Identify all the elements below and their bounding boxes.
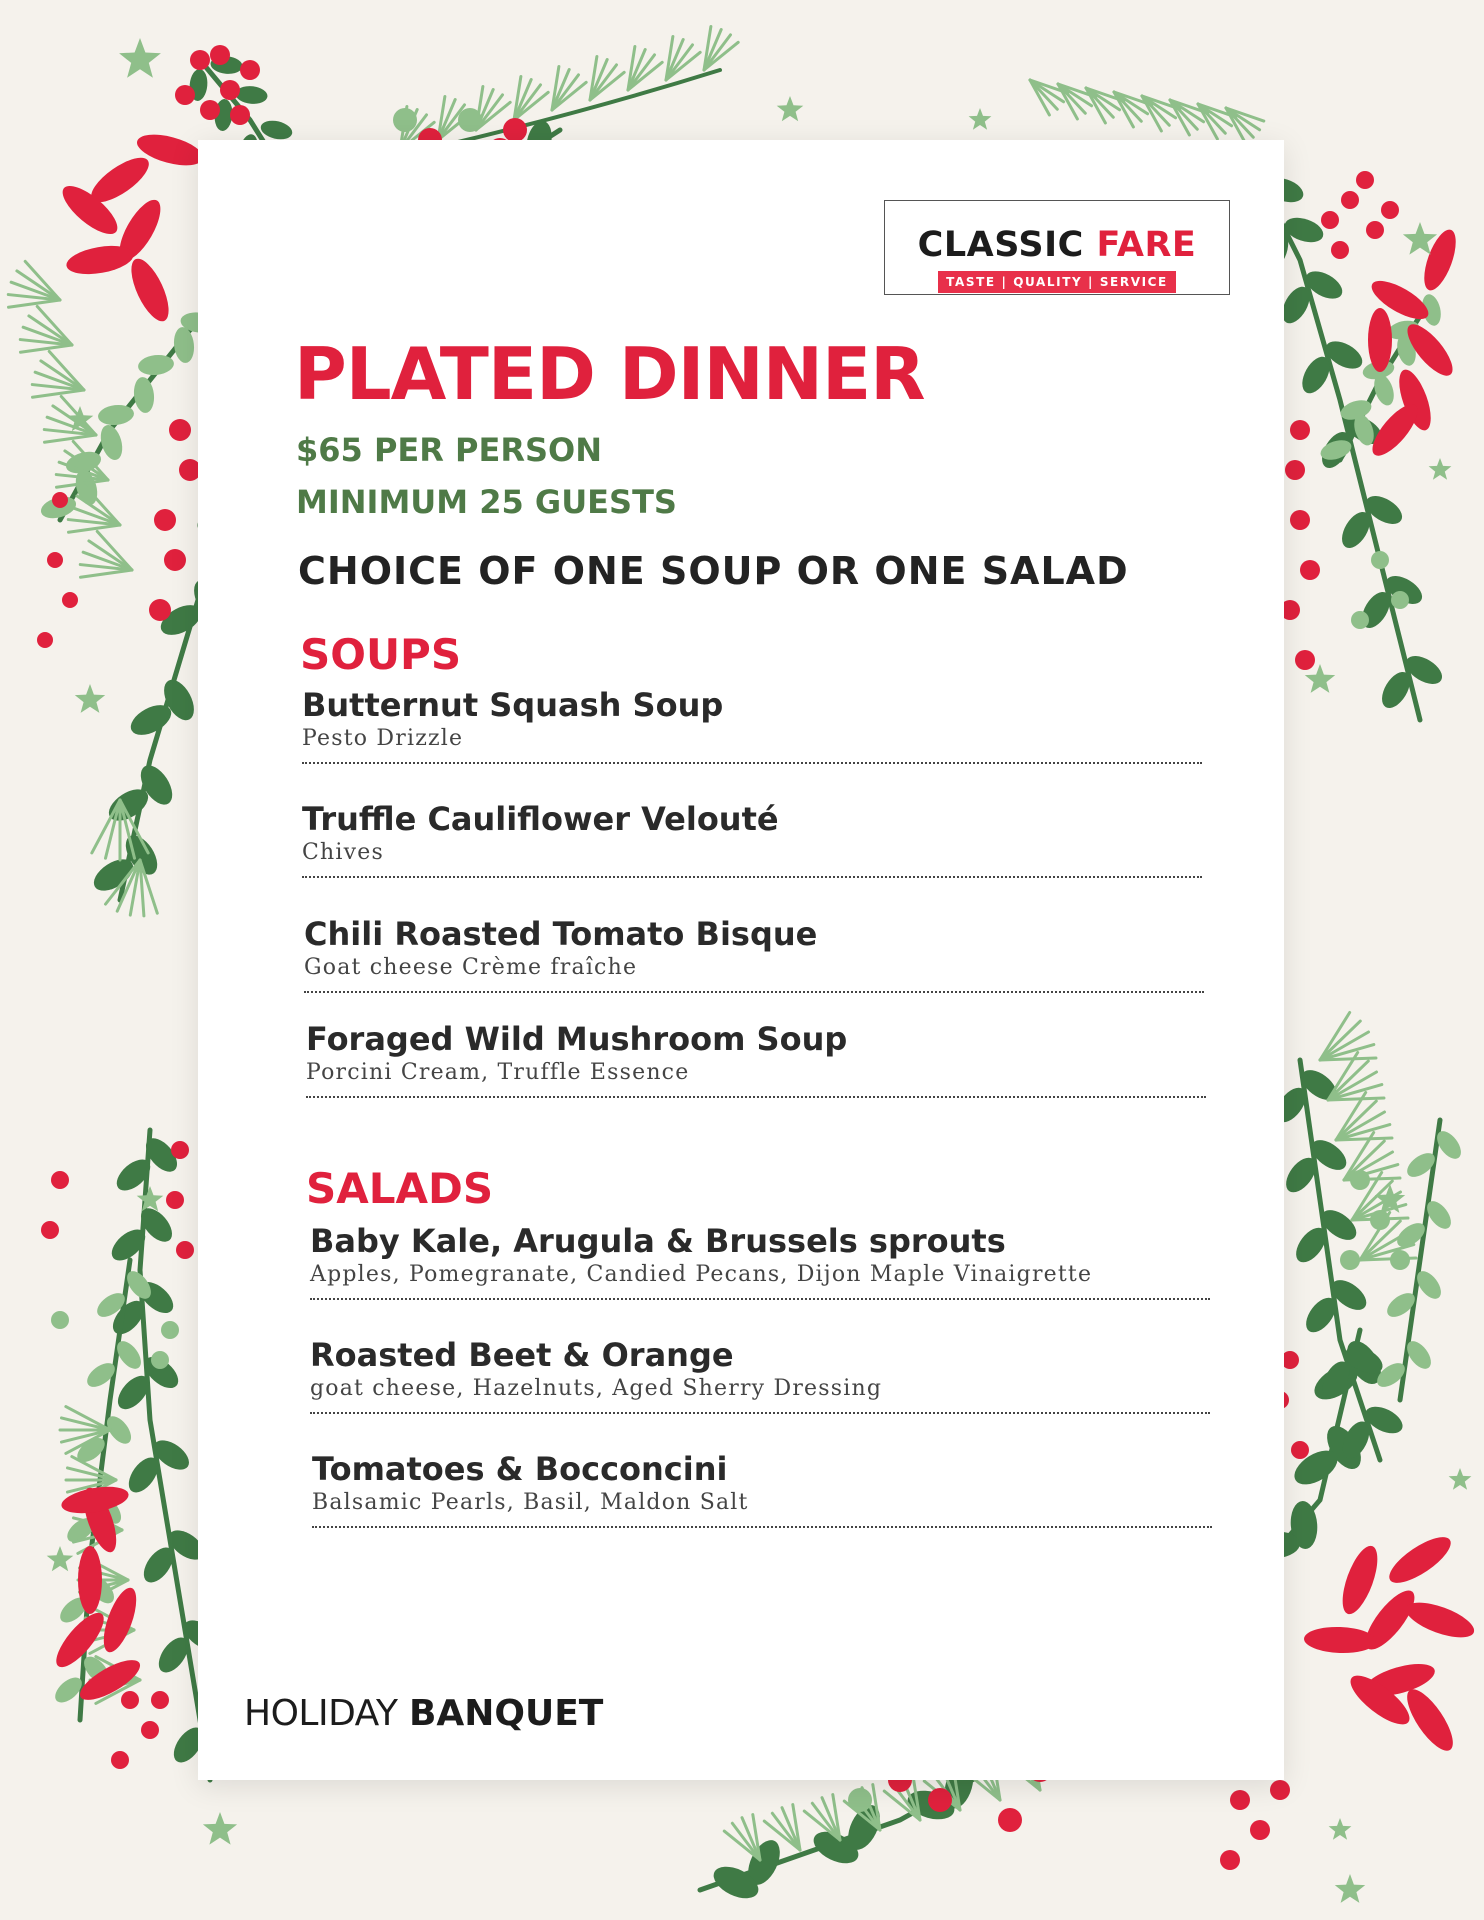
soup-item	[304, 915, 1204, 993]
berry	[52, 492, 68, 508]
berry	[121, 1691, 139, 1709]
soup-item-name: Butternut Squash Soup	[302, 686, 724, 724]
berry	[230, 105, 250, 125]
berry	[161, 1321, 179, 1339]
berry	[1371, 551, 1389, 569]
pine-needle	[1328, 1098, 1384, 1100]
soup-item	[302, 800, 1202, 878]
pine-needle	[9, 300, 60, 307]
berry	[1220, 1850, 1240, 1870]
pine-needle	[66, 1407, 110, 1430]
berry	[1300, 560, 1320, 580]
berry	[1366, 221, 1384, 239]
berry	[171, 1141, 189, 1159]
salad-item	[310, 1336, 1210, 1414]
berry	[1351, 611, 1369, 629]
berry	[848, 1788, 872, 1812]
berry	[928, 1788, 952, 1812]
menu-card	[198, 140, 1284, 1780]
berry	[1331, 241, 1349, 259]
leaf	[1304, 1626, 1377, 1654]
berry	[41, 1221, 59, 1239]
berry	[1381, 201, 1399, 219]
leaf	[1368, 308, 1392, 372]
soup-item-name: Foraged Wild Mushroom Soup	[306, 1020, 848, 1058]
berry	[503, 118, 527, 142]
berry	[169, 419, 191, 441]
brand-wordmark	[885, 225, 1229, 265]
berry	[200, 100, 220, 120]
berry	[154, 509, 176, 531]
pine-needle	[1320, 1058, 1376, 1060]
berry	[37, 632, 53, 648]
berry	[149, 599, 171, 621]
pine-needle	[1336, 1138, 1392, 1140]
berry	[175, 85, 195, 105]
berry	[458, 108, 482, 132]
berry	[1285, 460, 1305, 480]
leaf	[1383, 1529, 1457, 1591]
berry	[1356, 171, 1374, 189]
pine-needle	[81, 570, 132, 577]
berry	[1370, 1210, 1390, 1230]
pine-needle	[21, 345, 72, 352]
berry	[51, 1311, 69, 1329]
salad-item-description: Apples, Pomegranate, Candied Pecans, Dijon Maple Vinaigrette	[310, 1262, 1093, 1287]
soup-item-name: Truffle Cauliflower Velouté	[302, 800, 779, 838]
soup-item-description: Chives	[302, 840, 384, 865]
soup-item	[302, 686, 1202, 764]
pine-needle	[33, 390, 84, 397]
salad-item	[310, 1222, 1210, 1300]
berry	[220, 80, 240, 100]
soup-item-description: Goat cheese Crème fraîche	[304, 955, 638, 980]
berry	[240, 60, 260, 80]
leaf	[124, 254, 176, 327]
brand-name-classic: CLASSIC	[917, 225, 1084, 265]
leaf	[78, 1546, 102, 1614]
soup-item-description: Porcini Cream, Truffle Essence	[306, 1060, 690, 1085]
star	[47, 1546, 74, 1571]
berry	[47, 552, 63, 568]
pine-needle	[69, 525, 120, 532]
berry	[1270, 1780, 1290, 1800]
star	[137, 1186, 164, 1211]
pine-needle	[72, 1457, 116, 1480]
pine-needle	[61, 1418, 110, 1430]
pine-needle	[45, 435, 96, 442]
star	[1429, 458, 1452, 480]
salad-item-name: Tomatoes & Bocconcini	[312, 1450, 728, 1488]
leaf	[235, 85, 268, 105]
soups-heading: SOUPS	[300, 630, 462, 679]
star	[969, 108, 992, 130]
berry	[141, 1721, 159, 1739]
berry	[151, 1691, 169, 1709]
event-name-banquet: BANQUET	[408, 1693, 604, 1734]
event-name-holiday: HOLIDAY	[244, 1693, 398, 1734]
star	[1449, 1468, 1472, 1490]
event-name	[244, 1692, 603, 1736]
berry	[1295, 650, 1315, 670]
star	[1335, 1874, 1365, 1903]
leaf	[1335, 1542, 1384, 1619]
leaf	[97, 422, 126, 462]
berry	[176, 1241, 194, 1259]
star	[119, 38, 161, 78]
star	[1329, 1818, 1352, 1840]
berry	[190, 50, 210, 70]
choice-note: CHOICE OF ONE SOUP OR ONE SALAD	[298, 549, 1129, 593]
brand-tagline: TASTE | QUALITY | SERVICE	[938, 271, 1176, 293]
salad-item-name: Roasted Beet & Orange	[310, 1336, 734, 1374]
berry	[1250, 1820, 1270, 1840]
berry	[111, 1751, 129, 1769]
price-per-person: $65 PER PERSON	[296, 431, 603, 469]
pine-needle	[92, 800, 120, 853]
salad-item-description: goat cheese, Hazelnuts, Aged Sherry Dressing	[310, 1376, 883, 1401]
berry	[1290, 420, 1310, 440]
salad-item-description: Balsamic Pearls, Basil, Maldon Salt	[312, 1490, 749, 1515]
berry	[166, 1191, 184, 1209]
soup-item	[306, 1020, 1206, 1098]
berry	[1230, 1790, 1250, 1810]
leaf	[132, 376, 156, 414]
star	[75, 684, 105, 713]
salad-item	[312, 1450, 1212, 1528]
berry	[164, 549, 186, 571]
berry	[1350, 1170, 1370, 1190]
salad-item-name: Baby Kale, Arugula & Brussels sprouts	[310, 1222, 1006, 1260]
berry	[1290, 510, 1310, 530]
star	[777, 96, 804, 121]
berry	[51, 1171, 69, 1189]
leaf	[172, 326, 196, 364]
brand-name-fare: FARE	[1096, 225, 1197, 265]
berry	[393, 108, 417, 132]
berry	[1391, 591, 1409, 609]
page-title: PLATED DINNER	[294, 332, 925, 416]
brand-logo	[884, 200, 1230, 295]
berry	[151, 1351, 169, 1369]
berry	[1291, 1441, 1309, 1459]
berry	[1341, 191, 1359, 209]
berry	[1390, 1250, 1410, 1270]
berry	[210, 45, 230, 65]
berry	[998, 1808, 1022, 1832]
minimum-guests: MINIMUM 25 GUESTS	[296, 483, 677, 521]
soup-item-description: Pesto Drizzle	[302, 726, 464, 751]
soup-item-name: Chili Roasted Tomato Bisque	[304, 915, 818, 953]
pine-needle	[67, 1468, 116, 1480]
star	[203, 1812, 237, 1845]
berry	[1321, 211, 1339, 229]
berry	[62, 592, 78, 608]
salads-heading: SALADS	[306, 1164, 494, 1213]
berry	[1340, 1250, 1360, 1270]
